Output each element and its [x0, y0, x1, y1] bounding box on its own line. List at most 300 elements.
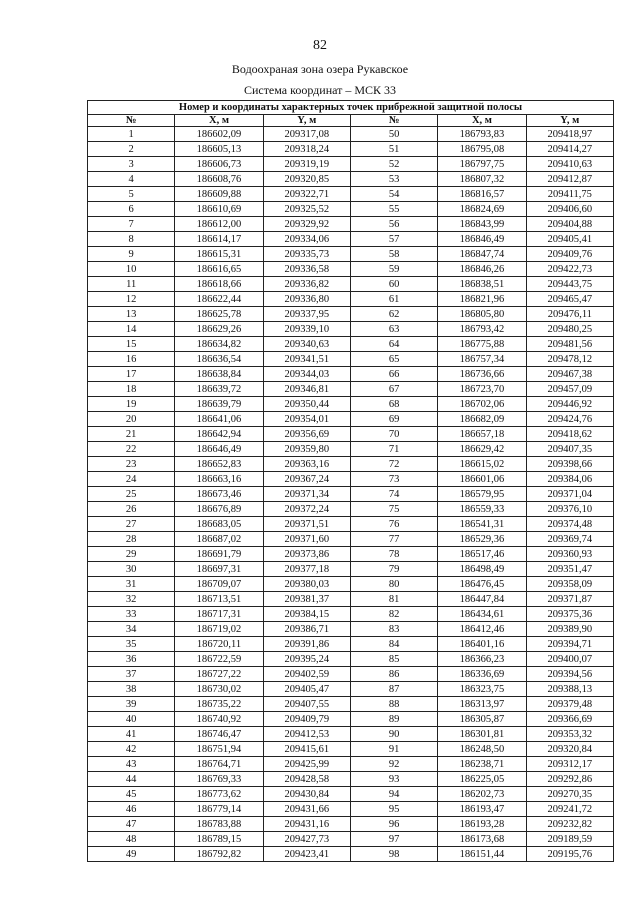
x-coord-right: 186434,61 — [438, 607, 526, 622]
y-coord-right: 209388,13 — [526, 682, 613, 697]
y-coord-right: 209457,09 — [526, 382, 613, 397]
table-row — [88, 487, 614, 502]
x-coord-right: 186541,31 — [438, 517, 526, 532]
point-number-right: 69 — [350, 412, 437, 427]
x-coord-right: 186807,32 — [438, 172, 526, 187]
y-coord-right: 209375,36 — [526, 607, 613, 622]
point-number-right: 58 — [350, 247, 437, 262]
x-coord-left: 186735,22 — [175, 697, 263, 712]
x-coord-right: 186601,06 — [438, 472, 526, 487]
y-coord-right: 209480,25 — [526, 322, 613, 337]
table-row — [88, 367, 614, 382]
point-number-right: 59 — [350, 262, 437, 277]
x-coord-right: 186529,36 — [438, 532, 526, 547]
y-coord-right: 209195,76 — [526, 847, 613, 862]
x-coord-left: 186717,31 — [175, 607, 263, 622]
x-coord-right: 186447,84 — [438, 592, 526, 607]
y-coord-left: 209412,53 — [263, 727, 350, 742]
x-coord-right: 186313,97 — [438, 697, 526, 712]
table-row — [88, 217, 614, 232]
point-number-right: 64 — [350, 337, 437, 352]
point-number-left: 16 — [88, 352, 175, 367]
y-coord-right: 209404,88 — [526, 217, 613, 232]
coordinate-system-label: Система координат – МСК 33 — [243, 83, 397, 97]
y-coord-right: 209270,35 — [526, 787, 613, 802]
y-coord-left: 209391,86 — [263, 637, 350, 652]
table-row — [88, 667, 614, 682]
x-coord-left: 186618,66 — [175, 277, 263, 292]
point-number-right: 60 — [350, 277, 437, 292]
x-coord-left: 186709,07 — [175, 577, 263, 592]
y-coord-left: 209431,66 — [263, 802, 350, 817]
x-coord-left: 186746,47 — [175, 727, 263, 742]
header-y-right: Y, м — [526, 115, 613, 127]
y-coord-left: 209371,34 — [263, 487, 350, 502]
table-row — [88, 637, 614, 652]
point-number-right: 92 — [350, 757, 437, 772]
point-number-right: 95 — [350, 802, 437, 817]
x-coord-right: 186615,02 — [438, 457, 526, 472]
point-number-left: 8 — [88, 232, 175, 247]
y-coord-left: 209334,06 — [263, 232, 350, 247]
y-coord-left: 209367,24 — [263, 472, 350, 487]
x-coord-right: 186797,75 — [438, 157, 526, 172]
x-coord-left: 186609,88 — [175, 187, 263, 202]
table-row — [88, 772, 614, 787]
x-coord-left: 186792,82 — [175, 847, 263, 862]
x-coord-left: 186639,79 — [175, 397, 263, 412]
y-coord-right: 209394,56 — [526, 667, 613, 682]
point-number-left: 23 — [88, 457, 175, 472]
point-number-left: 46 — [88, 802, 175, 817]
x-coord-right: 186225,05 — [438, 772, 526, 787]
x-coord-left: 186612,00 — [175, 217, 263, 232]
point-number-right: 65 — [350, 352, 437, 367]
x-coord-left: 186769,33 — [175, 772, 263, 787]
y-coord-right: 209446,92 — [526, 397, 613, 412]
point-number-left: 39 — [88, 697, 175, 712]
point-number-left: 43 — [88, 757, 175, 772]
x-coord-right: 186846,49 — [438, 232, 526, 247]
point-number-left: 28 — [88, 532, 175, 547]
x-coord-left: 186722,59 — [175, 652, 263, 667]
y-coord-right: 209351,47 — [526, 562, 613, 577]
point-number-left: 30 — [88, 562, 175, 577]
point-number-left: 34 — [88, 622, 175, 637]
y-coord-left: 209431,16 — [263, 817, 350, 832]
point-number-left: 7 — [88, 217, 175, 232]
x-coord-left: 186683,05 — [175, 517, 263, 532]
point-number-left: 21 — [88, 427, 175, 442]
point-number-right: 93 — [350, 772, 437, 787]
point-number-right: 88 — [350, 697, 437, 712]
table-row — [88, 712, 614, 727]
point-number-right: 57 — [350, 232, 437, 247]
x-coord-right: 186816,57 — [438, 187, 526, 202]
point-number-right: 98 — [350, 847, 437, 862]
table-row — [88, 532, 614, 547]
table-row — [88, 337, 614, 352]
table-row — [88, 847, 614, 862]
x-coord-left: 186676,89 — [175, 502, 263, 517]
x-coord-left: 186663,16 — [175, 472, 263, 487]
y-coord-left: 209359,80 — [263, 442, 350, 457]
table-row — [88, 262, 614, 277]
point-number-left: 1 — [88, 127, 175, 142]
table-row — [88, 247, 614, 262]
y-coord-right: 209353,32 — [526, 727, 613, 742]
point-number-right: 78 — [350, 547, 437, 562]
table-row — [88, 832, 614, 847]
point-number-left: 44 — [88, 772, 175, 787]
y-coord-right: 209360,93 — [526, 547, 613, 562]
point-number-left: 29 — [88, 547, 175, 562]
y-coord-left: 209380,03 — [263, 577, 350, 592]
table-row — [88, 427, 614, 442]
x-coord-left: 186622,44 — [175, 292, 263, 307]
point-number-right: 96 — [350, 817, 437, 832]
table-row — [88, 352, 614, 367]
point-number-left: 2 — [88, 142, 175, 157]
y-coord-left: 209363,16 — [263, 457, 350, 472]
x-coord-right: 186824,69 — [438, 202, 526, 217]
y-coord-right: 209232,82 — [526, 817, 613, 832]
x-coord-right: 186559,33 — [438, 502, 526, 517]
x-coord-right: 186193,47 — [438, 802, 526, 817]
x-coord-right: 186366,23 — [438, 652, 526, 667]
point-number-left: 31 — [88, 577, 175, 592]
x-coord-right: 186843,99 — [438, 217, 526, 232]
point-number-left: 26 — [88, 502, 175, 517]
point-number-right: 91 — [350, 742, 437, 757]
point-number-right: 81 — [350, 592, 437, 607]
x-coord-left: 186606,73 — [175, 157, 263, 172]
x-coord-right: 186702,06 — [438, 397, 526, 412]
table-row — [88, 802, 614, 817]
x-coord-left: 186610,69 — [175, 202, 263, 217]
point-number-left: 40 — [88, 712, 175, 727]
y-coord-left: 209371,51 — [263, 517, 350, 532]
y-coord-right: 209412,87 — [526, 172, 613, 187]
y-coord-left: 209386,71 — [263, 622, 350, 637]
x-coord-left: 186642,94 — [175, 427, 263, 442]
x-coord-right: 186238,71 — [438, 757, 526, 772]
table-row — [88, 607, 614, 622]
header-number-right: № — [350, 115, 437, 127]
x-coord-left: 186615,31 — [175, 247, 263, 262]
point-number-right: 75 — [350, 502, 437, 517]
point-number-right: 54 — [350, 187, 437, 202]
table-row — [88, 562, 614, 577]
coordinates-table — [87, 100, 614, 862]
point-number-right: 85 — [350, 652, 437, 667]
y-coord-left: 209319,19 — [263, 157, 350, 172]
x-coord-left: 186779,14 — [175, 802, 263, 817]
x-coord-right: 186151,44 — [438, 847, 526, 862]
y-coord-left: 209384,15 — [263, 607, 350, 622]
point-number-left: 24 — [88, 472, 175, 487]
table-row — [88, 187, 614, 202]
table-caption: Номер и координаты характерных точек прибрежной защитной полосы — [88, 101, 614, 115]
table-row — [88, 502, 614, 517]
point-number-right: 82 — [350, 607, 437, 622]
y-coord-left: 209350,44 — [263, 397, 350, 412]
point-number-right: 63 — [350, 322, 437, 337]
y-coord-left: 209325,52 — [263, 202, 350, 217]
x-coord-left: 186740,92 — [175, 712, 263, 727]
table-row — [88, 277, 614, 292]
x-coord-right: 186476,45 — [438, 577, 526, 592]
point-number-right: 79 — [350, 562, 437, 577]
x-coord-left: 186773,62 — [175, 787, 263, 802]
x-coord-left: 186634,82 — [175, 337, 263, 352]
table-row — [88, 652, 614, 667]
x-coord-right: 186305,87 — [438, 712, 526, 727]
table-row — [88, 232, 614, 247]
y-coord-left: 209402,59 — [263, 667, 350, 682]
x-coord-right: 186757,34 — [438, 352, 526, 367]
y-coord-right: 209394,71 — [526, 637, 613, 652]
y-coord-right: 209422,73 — [526, 262, 613, 277]
point-number-right: 72 — [350, 457, 437, 472]
y-coord-right: 209398,66 — [526, 457, 613, 472]
point-number-right: 50 — [350, 127, 437, 142]
x-coord-right: 186736,66 — [438, 367, 526, 382]
point-number-right: 84 — [350, 637, 437, 652]
y-coord-left: 209395,24 — [263, 652, 350, 667]
y-coord-left: 209344,03 — [263, 367, 350, 382]
y-coord-left: 209425,99 — [263, 757, 350, 772]
y-coord-right: 209414,27 — [526, 142, 613, 157]
y-coord-right: 209189,59 — [526, 832, 613, 847]
table-row — [88, 457, 614, 472]
table-row — [88, 292, 614, 307]
table-row — [88, 397, 614, 412]
point-number-left: 12 — [88, 292, 175, 307]
point-number-left: 14 — [88, 322, 175, 337]
table-row — [88, 382, 614, 397]
table-row — [88, 817, 614, 832]
x-coord-left: 186789,15 — [175, 832, 263, 847]
point-number-left: 45 — [88, 787, 175, 802]
y-coord-right: 209465,47 — [526, 292, 613, 307]
y-coord-left: 209339,10 — [263, 322, 350, 337]
point-number-right: 74 — [350, 487, 437, 502]
point-number-right: 51 — [350, 142, 437, 157]
table-row — [88, 472, 614, 487]
x-coord-left: 186616,65 — [175, 262, 263, 277]
point-number-right: 66 — [350, 367, 437, 382]
y-coord-right: 209410,63 — [526, 157, 613, 172]
y-coord-left: 209336,80 — [263, 292, 350, 307]
point-number-left: 38 — [88, 682, 175, 697]
x-coord-left: 186687,02 — [175, 532, 263, 547]
x-coord-right: 186793,42 — [438, 322, 526, 337]
point-number-right: 55 — [350, 202, 437, 217]
y-coord-right: 209374,48 — [526, 517, 613, 532]
table-row — [88, 412, 614, 427]
y-coord-left: 209430,84 — [263, 787, 350, 802]
y-coord-left: 209336,58 — [263, 262, 350, 277]
x-coord-right: 186821,96 — [438, 292, 526, 307]
x-coord-right: 186173,68 — [438, 832, 526, 847]
x-coord-right: 186336,69 — [438, 667, 526, 682]
y-coord-left: 209377,18 — [263, 562, 350, 577]
point-number-right: 56 — [350, 217, 437, 232]
point-number-right: 83 — [350, 622, 437, 637]
y-coord-left: 209318,24 — [263, 142, 350, 157]
y-coord-right: 209384,06 — [526, 472, 613, 487]
x-coord-left: 186719,02 — [175, 622, 263, 637]
table-header-row — [88, 115, 614, 127]
y-coord-left: 209354,01 — [263, 412, 350, 427]
x-coord-left: 186602,09 — [175, 127, 263, 142]
y-coord-right: 209369,74 — [526, 532, 613, 547]
point-number-right: 87 — [350, 682, 437, 697]
y-coord-right: 209405,41 — [526, 232, 613, 247]
point-number-right: 52 — [350, 157, 437, 172]
y-coord-left: 209317,08 — [263, 127, 350, 142]
table-row — [88, 727, 614, 742]
y-coord-left: 209320,85 — [263, 172, 350, 187]
point-number-right: 80 — [350, 577, 437, 592]
point-number-left: 3 — [88, 157, 175, 172]
y-coord-left: 209329,92 — [263, 217, 350, 232]
table-row — [88, 697, 614, 712]
x-coord-left: 186713,51 — [175, 592, 263, 607]
x-coord-left: 186641,06 — [175, 412, 263, 427]
point-number-left: 37 — [88, 667, 175, 682]
y-coord-right: 209320,84 — [526, 742, 613, 757]
point-number-left: 4 — [88, 172, 175, 187]
header-x-right: X, м — [438, 115, 526, 127]
y-coord-right: 209241,72 — [526, 802, 613, 817]
x-coord-right: 186795,08 — [438, 142, 526, 157]
point-number-left: 20 — [88, 412, 175, 427]
point-number-left: 15 — [88, 337, 175, 352]
x-coord-left: 186636,54 — [175, 352, 263, 367]
x-coord-right: 186579,95 — [438, 487, 526, 502]
y-coord-right: 209443,75 — [526, 277, 613, 292]
point-number-left: 5 — [88, 187, 175, 202]
header-number-left: № — [88, 115, 175, 127]
x-coord-left: 186638,84 — [175, 367, 263, 382]
x-coord-right: 186629,42 — [438, 442, 526, 457]
point-number-left: 13 — [88, 307, 175, 322]
x-coord-left: 186629,26 — [175, 322, 263, 337]
x-coord-right: 186301,81 — [438, 727, 526, 742]
x-coord-right: 186847,74 — [438, 247, 526, 262]
table-row — [88, 517, 614, 532]
y-coord-right: 209389,90 — [526, 622, 613, 637]
y-coord-left: 209409,79 — [263, 712, 350, 727]
y-coord-right: 209379,48 — [526, 697, 613, 712]
table-row — [88, 442, 614, 457]
y-coord-right: 209478,12 — [526, 352, 613, 367]
table-caption-row — [88, 101, 614, 115]
table-body — [88, 127, 614, 862]
y-coord-left: 209428,58 — [263, 772, 350, 787]
x-coord-right: 186723,70 — [438, 382, 526, 397]
y-coord-right: 209418,97 — [526, 127, 613, 142]
document-title: Водоохраная зона озера Рукавское — [231, 62, 409, 76]
point-number-left: 19 — [88, 397, 175, 412]
y-coord-right: 209371,04 — [526, 487, 613, 502]
point-number-right: 89 — [350, 712, 437, 727]
point-number-right: 94 — [350, 787, 437, 802]
x-coord-right: 186193,28 — [438, 817, 526, 832]
x-coord-left: 186764,71 — [175, 757, 263, 772]
x-coord-left: 186646,49 — [175, 442, 263, 457]
y-coord-left: 209337,95 — [263, 307, 350, 322]
point-number-left: 35 — [88, 637, 175, 652]
point-number-right: 77 — [350, 532, 437, 547]
y-coord-right: 209366,69 — [526, 712, 613, 727]
x-coord-left: 186673,46 — [175, 487, 263, 502]
y-coord-right: 209407,35 — [526, 442, 613, 457]
y-coord-left: 209371,60 — [263, 532, 350, 547]
y-coord-left: 209415,61 — [263, 742, 350, 757]
y-coord-left: 209341,51 — [263, 352, 350, 367]
point-number-right: 86 — [350, 667, 437, 682]
y-coord-right: 209371,87 — [526, 592, 613, 607]
x-coord-right: 186202,73 — [438, 787, 526, 802]
point-number-left: 49 — [88, 847, 175, 862]
table-row — [88, 757, 614, 772]
point-number-left: 36 — [88, 652, 175, 667]
y-coord-right: 209312,17 — [526, 757, 613, 772]
y-coord-right: 209467,38 — [526, 367, 613, 382]
y-coord-right: 209481,56 — [526, 337, 613, 352]
x-coord-left: 186697,31 — [175, 562, 263, 577]
x-coord-left: 186614,17 — [175, 232, 263, 247]
y-coord-left: 209335,73 — [263, 247, 350, 262]
x-coord-right: 186775,88 — [438, 337, 526, 352]
point-number-right: 61 — [350, 292, 437, 307]
x-coord-right: 186498,49 — [438, 562, 526, 577]
x-coord-right: 186682,09 — [438, 412, 526, 427]
y-coord-left: 209346,81 — [263, 382, 350, 397]
y-coord-right: 209376,10 — [526, 502, 613, 517]
table-row — [88, 622, 614, 637]
page-number: 82 — [313, 38, 327, 53]
y-coord-left: 209322,71 — [263, 187, 350, 202]
x-coord-right: 186838,51 — [438, 277, 526, 292]
x-coord-left: 186639,72 — [175, 382, 263, 397]
header-y-left: Y, м — [263, 115, 350, 127]
y-coord-right: 209400,07 — [526, 652, 613, 667]
point-number-right: 71 — [350, 442, 437, 457]
x-coord-right: 186401,16 — [438, 637, 526, 652]
point-number-left: 10 — [88, 262, 175, 277]
point-number-left: 32 — [88, 592, 175, 607]
table-row — [88, 157, 614, 172]
y-coord-right: 209424,76 — [526, 412, 613, 427]
point-number-left: 9 — [88, 247, 175, 262]
x-coord-left: 186727,22 — [175, 667, 263, 682]
table-row — [88, 592, 614, 607]
point-number-left: 18 — [88, 382, 175, 397]
table-row — [88, 307, 614, 322]
x-coord-right: 186846,26 — [438, 262, 526, 277]
y-coord-left: 209407,55 — [263, 697, 350, 712]
point-number-left: 27 — [88, 517, 175, 532]
point-number-left: 48 — [88, 832, 175, 847]
y-coord-right: 209418,62 — [526, 427, 613, 442]
point-number-left: 33 — [88, 607, 175, 622]
y-coord-left: 209373,86 — [263, 547, 350, 562]
point-number-right: 62 — [350, 307, 437, 322]
